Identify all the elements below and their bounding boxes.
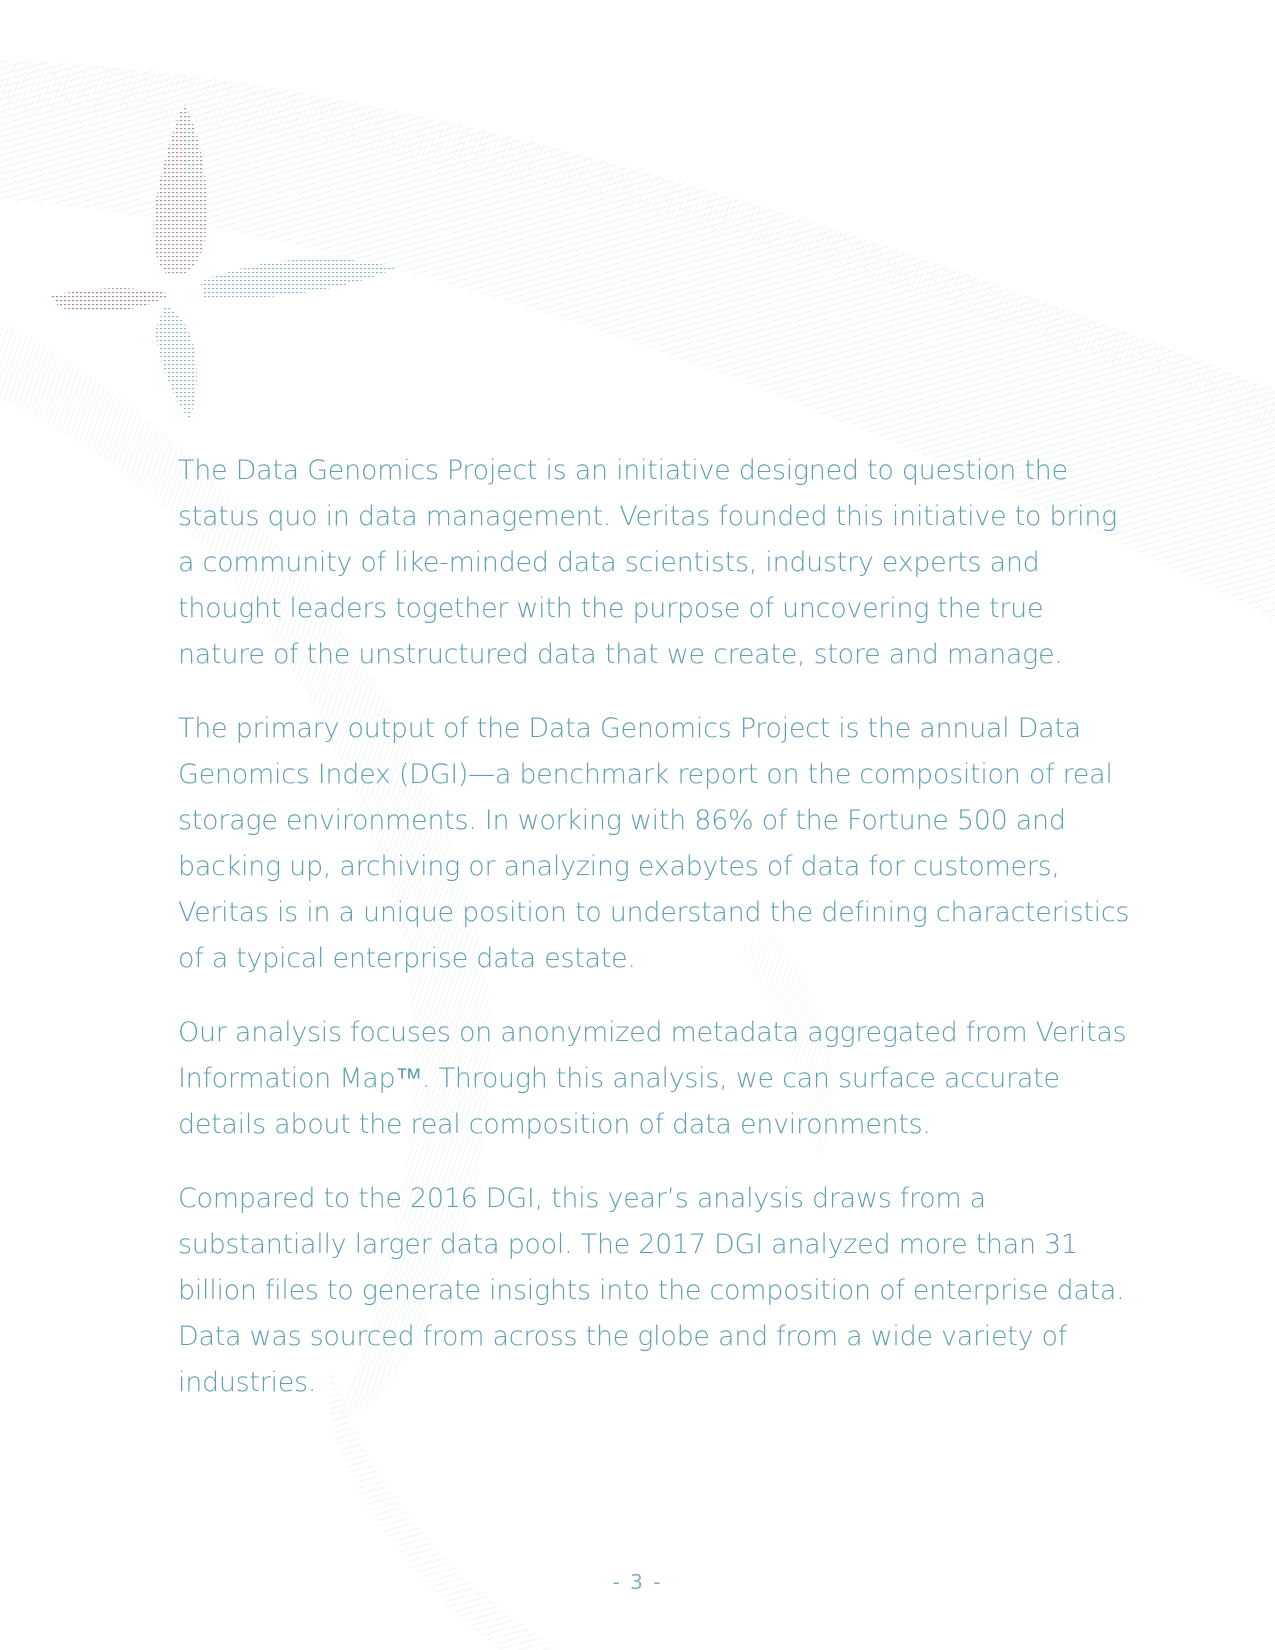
paragraph-intro: The Data Genomics Project is an initiative designed to question the status quo in data management. Veritas founded this initiative to bring a community of like-minded data scientists, industry experts and thought leaders together with the purpose of uncovering the true nature of the unstructured data that we create, store and manage. — [178, 455, 1117, 670]
page-number: - 3 - — [612, 1570, 663, 1594]
body-copy — [178, 448, 1138, 1434]
paragraph-analysis: Our analysis focuses on anonymized metadata aggregated from Veritas Information Map™. Through this analysis, we can surface accurate details about the real composition of data environments. — [178, 1017, 1127, 1140]
paragraph-comparison: Compared to the 2016 DGI, this year’s analysis draws from a substantially larger data pool. The 2017 DGI analyzed more than 31 billion files to generate insights into the composition of enterprise data. Data was sourced from across the globe and from a wide variety of industries. — [178, 1183, 1125, 1398]
paragraph-dgi-output: The primary output of the Data Genomics Project is the annual Data Genomics Index (DGI)—a benchmark report on the composition of real storage environments. In working with 86% of the Fortune 500 and backing up, archiving or analyzing exabytes of data for customers, Veritas is in a unique position to understand the defining characteristics of a typical enterprise data estate. — [178, 713, 1130, 974]
